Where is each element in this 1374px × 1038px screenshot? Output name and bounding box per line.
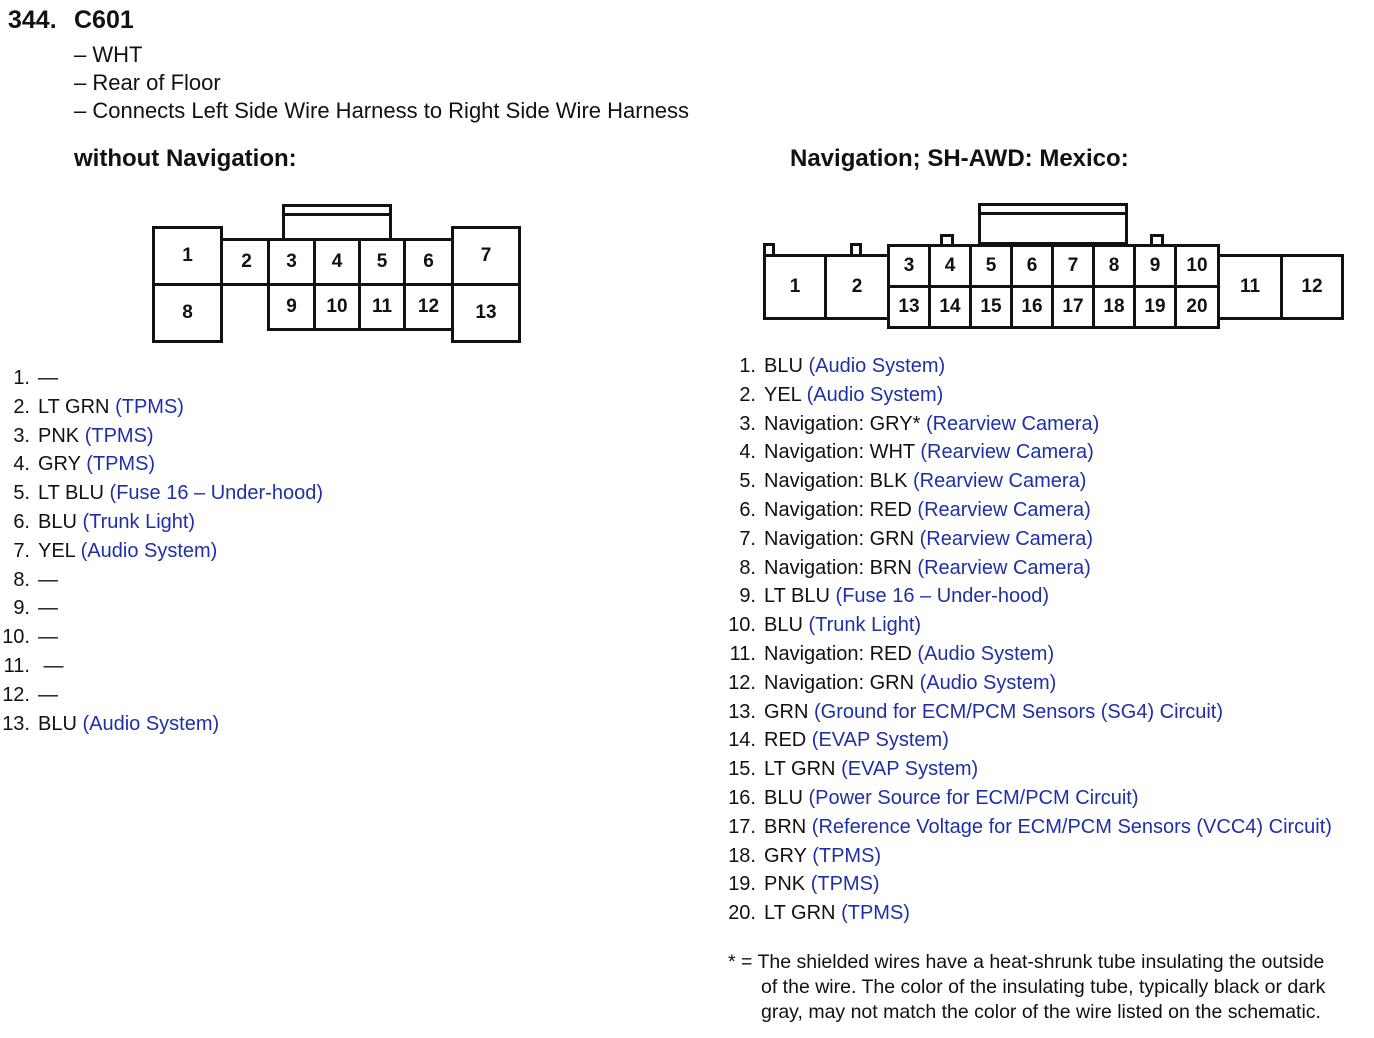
- left-section-title: without Navigation:: [74, 145, 297, 172]
- right-pin-4: 4: [928, 244, 972, 288]
- list-item: 10. —: [2, 626, 58, 649]
- list-item: 7. YEL (Audio System): [13, 539, 218, 562]
- right-pin-19: 19: [1133, 285, 1177, 329]
- list-item: 1. BLU (Audio System): [739, 355, 946, 377]
- connector-code: C601: [74, 6, 134, 34]
- right-pin-15: 15: [969, 285, 1013, 329]
- list-item: 1. —: [13, 367, 58, 389]
- right-pin-9: 9: [1133, 244, 1177, 288]
- right-pin-12: 12: [1280, 254, 1344, 320]
- list-item: 10. BLU (Trunk Light): [728, 614, 922, 637]
- left-pin-1: 1: [152, 226, 223, 286]
- right-pin-6: 6: [1010, 244, 1054, 288]
- connector-location: – Rear of Floor: [74, 70, 221, 95]
- left-pin-5: 5: [358, 238, 406, 286]
- list-item: 5. Navigation: BLK (Rearview Camera): [739, 470, 1087, 493]
- left-pin-11: 11: [358, 283, 406, 331]
- list-item: 4. Navigation: WHT (Rearview Camera): [739, 441, 1094, 464]
- right-pin-11: 11: [1217, 254, 1283, 320]
- list-item: 4. GRY (TPMS): [13, 453, 156, 476]
- footnote-line-3: gray, may not match the color of the wire listed on the schematic.: [761, 1001, 1321, 1023]
- right-pin-7: 7: [1051, 244, 1095, 288]
- list-item: 20. LT GRN (TPMS): [728, 902, 910, 925]
- connector-description: – Connects Left Side Wire Harness to Right Side Wire Harness: [74, 98, 690, 123]
- list-item: 2. LT GRN (TPMS): [13, 395, 184, 418]
- left-pin-7: 7: [451, 226, 521, 286]
- list-item: 12. Navigation: GRN (Audio System): [728, 671, 1057, 694]
- list-item: 13. BLU (Audio System): [2, 712, 220, 735]
- right-connector-lock-tab: [978, 203, 1128, 245]
- right-connector-lock-line: [978, 212, 1128, 215]
- left-pin-list: [0, 364, 323, 738]
- right-pin-16: 16: [1010, 285, 1054, 329]
- list-item: 16. BLU (Power Source for ECM/PCM Circuit): [728, 786, 1139, 809]
- right-pin-8: 8: [1092, 244, 1136, 288]
- left-connector-lock-line: [282, 213, 392, 216]
- right-pin-10: 10: [1174, 244, 1220, 288]
- list-item: 15. LT GRN (EVAP System): [728, 758, 979, 781]
- list-item: 19. PNK (TPMS): [728, 873, 880, 896]
- connector-color: – WHT: [74, 42, 143, 67]
- right-pin-18: 18: [1092, 285, 1136, 329]
- right-pin-2: 2: [824, 254, 890, 320]
- left-pin-8: 8: [152, 283, 223, 343]
- list-item: 17. BRN (Reference Voltage for ECM/PCM Sensors (VCC4) Circuit): [728, 815, 1332, 838]
- list-item: 8. Navigation: BRN (Rearview Camera): [739, 556, 1091, 579]
- list-item: 2. YEL (Audio System): [739, 383, 944, 406]
- list-item: 3. PNK (TPMS): [13, 424, 154, 447]
- left-pin-9: 9: [267, 283, 316, 331]
- right-pin-13: 13: [887, 285, 931, 329]
- list-item: 6. Navigation: RED (Rearview Camera): [739, 498, 1091, 521]
- left-pin-6: 6: [403, 238, 454, 286]
- right-pin-list: [710, 352, 1332, 928]
- right-pin-17: 17: [1051, 285, 1095, 329]
- list-item: 6. BLU (Trunk Light): [13, 510, 196, 533]
- list-item: 8. —: [13, 568, 58, 591]
- list-item: 9. —: [13, 597, 58, 620]
- list-item: 13. GRN (Ground for ECM/PCM Sensors (SG4) Circuit): [728, 700, 1223, 723]
- right-pin-3: 3: [887, 244, 931, 288]
- list-item: 3. Navigation: GRY* (Rearview Camera): [739, 412, 1100, 435]
- list-item: 18. GRY (TPMS): [728, 844, 882, 867]
- left-pin-13: 13: [451, 283, 521, 343]
- left-pin-12: 12: [403, 283, 454, 331]
- list-item: 7. Navigation: GRN (Rearview Camera): [739, 527, 1093, 550]
- list-item: 12. —: [2, 683, 58, 706]
- footnote-line-2: of the wire. The color of the insulating tube, typically black or dark: [761, 976, 1326, 998]
- right-section-title: Navigation; SH-AWD: Mexico:: [790, 145, 1129, 172]
- right-pin-5: 5: [969, 244, 1013, 288]
- shielded-wire-footnote: [728, 950, 1325, 1025]
- left-pin-3: 3: [267, 238, 316, 286]
- left-connector-lock-tab: [282, 204, 392, 242]
- right-pin-14: 14: [928, 285, 972, 329]
- right-pin-1: 1: [763, 254, 827, 320]
- list-item: 11. Navigation: RED (Audio System): [729, 642, 1055, 665]
- right-pin-20: 20: [1174, 285, 1220, 329]
- left-pin-2: 2: [220, 238, 270, 286]
- list-item: 9. LT BLU (Fuse 16 – Under-hood): [739, 585, 1049, 608]
- section-number: 344.: [8, 6, 57, 34]
- list-item: 14. RED (EVAP System): [728, 729, 949, 752]
- footnote-line-1: * = The shielded wires have a heat-shrunk tube insulating the outside: [728, 951, 1325, 973]
- list-item: 11. —: [3, 654, 64, 677]
- list-item: 5. LT BLU (Fuse 16 – Under-hood): [13, 482, 323, 505]
- left-pin-10: 10: [313, 283, 361, 331]
- left-pin-4: 4: [313, 238, 361, 286]
